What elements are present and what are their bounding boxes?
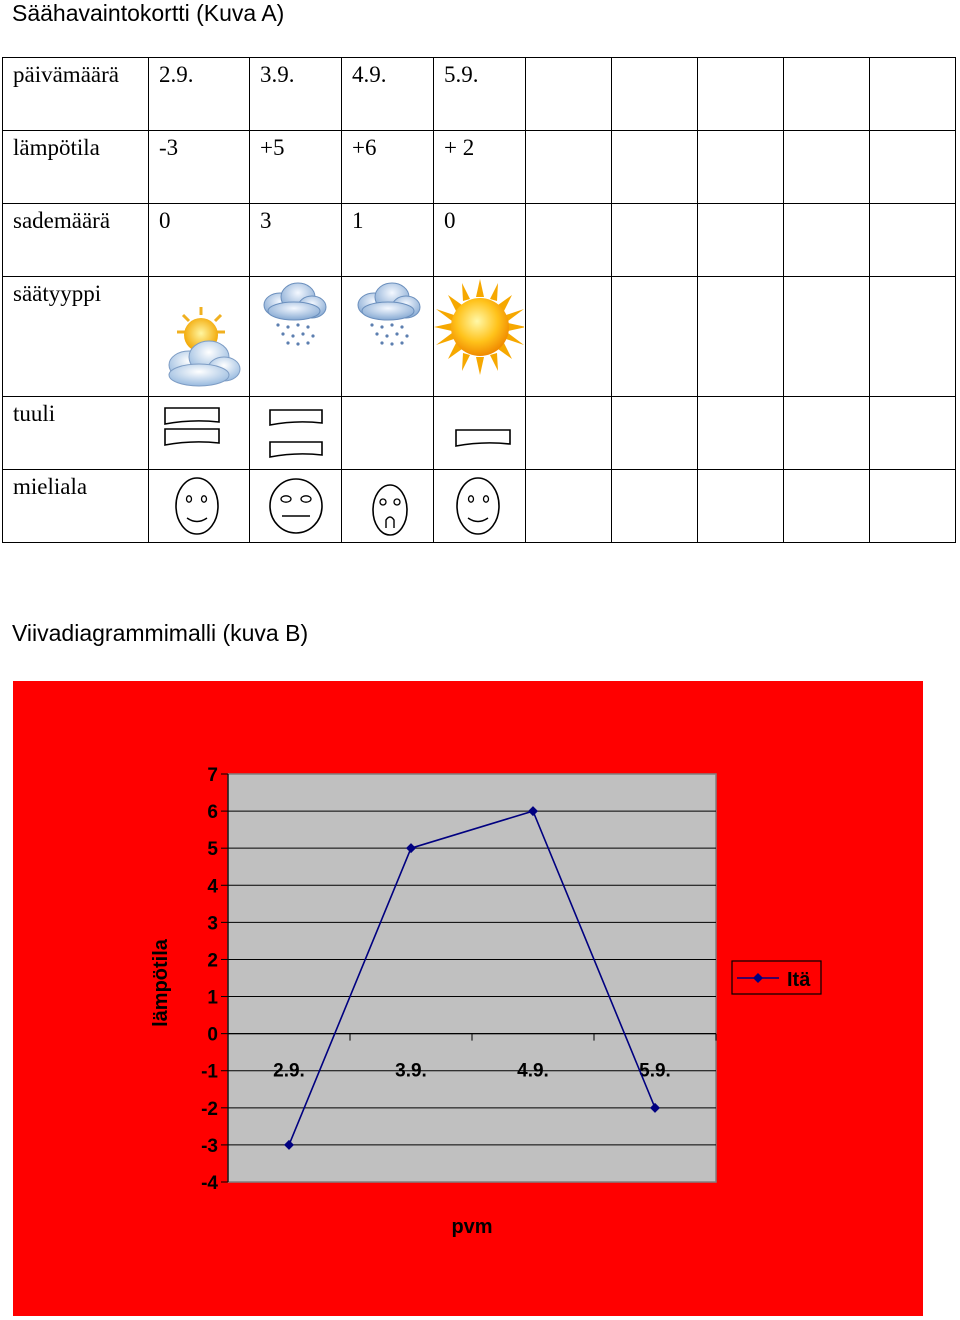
- y-tick-label: 4: [207, 876, 218, 898]
- empty-cell: [698, 397, 784, 470]
- row-label: lämpötila: [3, 131, 149, 204]
- weather-cell: [250, 277, 342, 397]
- empty-cell: [612, 131, 698, 204]
- wind-flag-icon: [434, 397, 524, 468]
- wind-cell: [342, 397, 434, 470]
- x-axis-label: pvm: [451, 1216, 493, 1238]
- card-title: Säähavaintokortti (Kuva A): [12, 0, 285, 26]
- smile-face-icon: [149, 470, 249, 541]
- x-tick-label: 4.9.: [517, 1060, 549, 1082]
- row-temperature: [3, 131, 956, 204]
- weather-cell: [342, 277, 434, 397]
- empty-cell: [698, 470, 784, 543]
- y-axis-label: lämpötila: [150, 939, 172, 1027]
- y-tick-label: 0: [207, 1024, 218, 1046]
- x-tick-label: 3.9.: [395, 1060, 427, 1082]
- temperature-cell: -3: [149, 131, 250, 204]
- empty-cell: [612, 58, 698, 131]
- rain-cloud-icon: [250, 277, 340, 395]
- row-weather-type: [3, 277, 956, 397]
- empty-cell: [784, 277, 870, 397]
- empty-cell: [870, 470, 956, 543]
- empty-cell: [870, 204, 956, 277]
- rain-cloud-icon: [342, 277, 432, 395]
- row-rainfall: [3, 204, 956, 277]
- date-cell: 2.9.: [149, 58, 250, 131]
- empty-cell: [698, 131, 784, 204]
- empty-cell: [526, 470, 612, 543]
- empty-cell: [784, 470, 870, 543]
- empty-cell: [698, 204, 784, 277]
- row-label: sademäärä: [3, 204, 149, 277]
- line-chart: [13, 681, 923, 1316]
- empty-cell: [870, 397, 956, 470]
- row-label: mieliala: [3, 470, 149, 543]
- empty-cell: [784, 397, 870, 470]
- x-tick-label: 2.9.: [273, 1060, 305, 1082]
- mood-cell: [149, 470, 250, 543]
- row-wind: [3, 397, 956, 470]
- row-mood: [3, 470, 956, 543]
- temperature-cell: +6: [342, 131, 434, 204]
- date-cell: 4.9.: [342, 58, 434, 131]
- rainfall-cell: 0: [149, 204, 250, 277]
- weather-cell: [149, 277, 250, 397]
- y-tick-label: 1: [207, 987, 218, 1009]
- row-label: päivämäärä: [3, 58, 149, 131]
- sun-behind-cloud-icon: [149, 277, 249, 395]
- empty-cell: [870, 58, 956, 131]
- date-cell: 5.9.: [434, 58, 526, 131]
- plot-area: [228, 774, 716, 1182]
- wind-flag-icon: [149, 397, 249, 468]
- empty-cell: [870, 277, 956, 397]
- line-chart-svg: [13, 681, 923, 1316]
- empty-cell: [870, 131, 956, 204]
- smile-face-icon: [434, 470, 524, 541]
- empty-cell: [526, 58, 612, 131]
- wind-cell: [434, 397, 526, 470]
- empty-cell: [784, 131, 870, 204]
- empty-cell: [612, 277, 698, 397]
- empty-cell: [526, 397, 612, 470]
- neutral-face-icon: [250, 470, 340, 541]
- legend-series-label: Itä: [787, 969, 811, 991]
- sad-face-icon: [342, 470, 432, 541]
- y-tick-label: 5: [207, 839, 218, 861]
- rainfall-cell: 1: [342, 204, 434, 277]
- row-date: [3, 58, 956, 131]
- date-cell: 3.9.: [250, 58, 342, 131]
- weather-card-table: [2, 57, 956, 543]
- empty-cell: [784, 204, 870, 277]
- y-tick-label: -1: [201, 1061, 218, 1083]
- y-tick-label: 2: [207, 950, 218, 972]
- y-tick-label: -2: [201, 1098, 218, 1120]
- empty-cell: [612, 397, 698, 470]
- mood-cell: [342, 470, 434, 543]
- mood-cell: [250, 470, 342, 543]
- empty-cell: [612, 204, 698, 277]
- diagram-title: Viivadiagrammimalli (kuva B): [12, 620, 309, 646]
- empty-cell: [526, 204, 612, 277]
- mood-cell: [434, 470, 526, 543]
- y-tick-label: -3: [201, 1135, 218, 1157]
- wind-flag-icon: [250, 397, 340, 468]
- y-tick-label: -4: [201, 1173, 218, 1194]
- temperature-cell: +5: [250, 131, 342, 204]
- sun-icon: [434, 277, 524, 395]
- y-tick-label: 6: [207, 802, 218, 824]
- empty-cell: [698, 277, 784, 397]
- row-label: tuuli: [3, 397, 149, 470]
- x-tick-label: 5.9.: [639, 1060, 671, 1082]
- rainfall-cell: 3: [250, 204, 342, 277]
- empty-cell: [526, 131, 612, 204]
- weather-cell: [434, 277, 526, 397]
- y-tick-label: 3: [207, 913, 218, 935]
- wind-cell: [250, 397, 342, 470]
- rainfall-cell: 0: [434, 204, 526, 277]
- wind-cell: [149, 397, 250, 470]
- y-tick-label: 7: [207, 765, 218, 786]
- empty-cell: [526, 277, 612, 397]
- empty-cell: [784, 58, 870, 131]
- empty-cell: [612, 470, 698, 543]
- empty-cell: [698, 58, 784, 131]
- row-label: säätyyppi: [3, 277, 149, 397]
- temperature-cell: + 2: [434, 131, 526, 204]
